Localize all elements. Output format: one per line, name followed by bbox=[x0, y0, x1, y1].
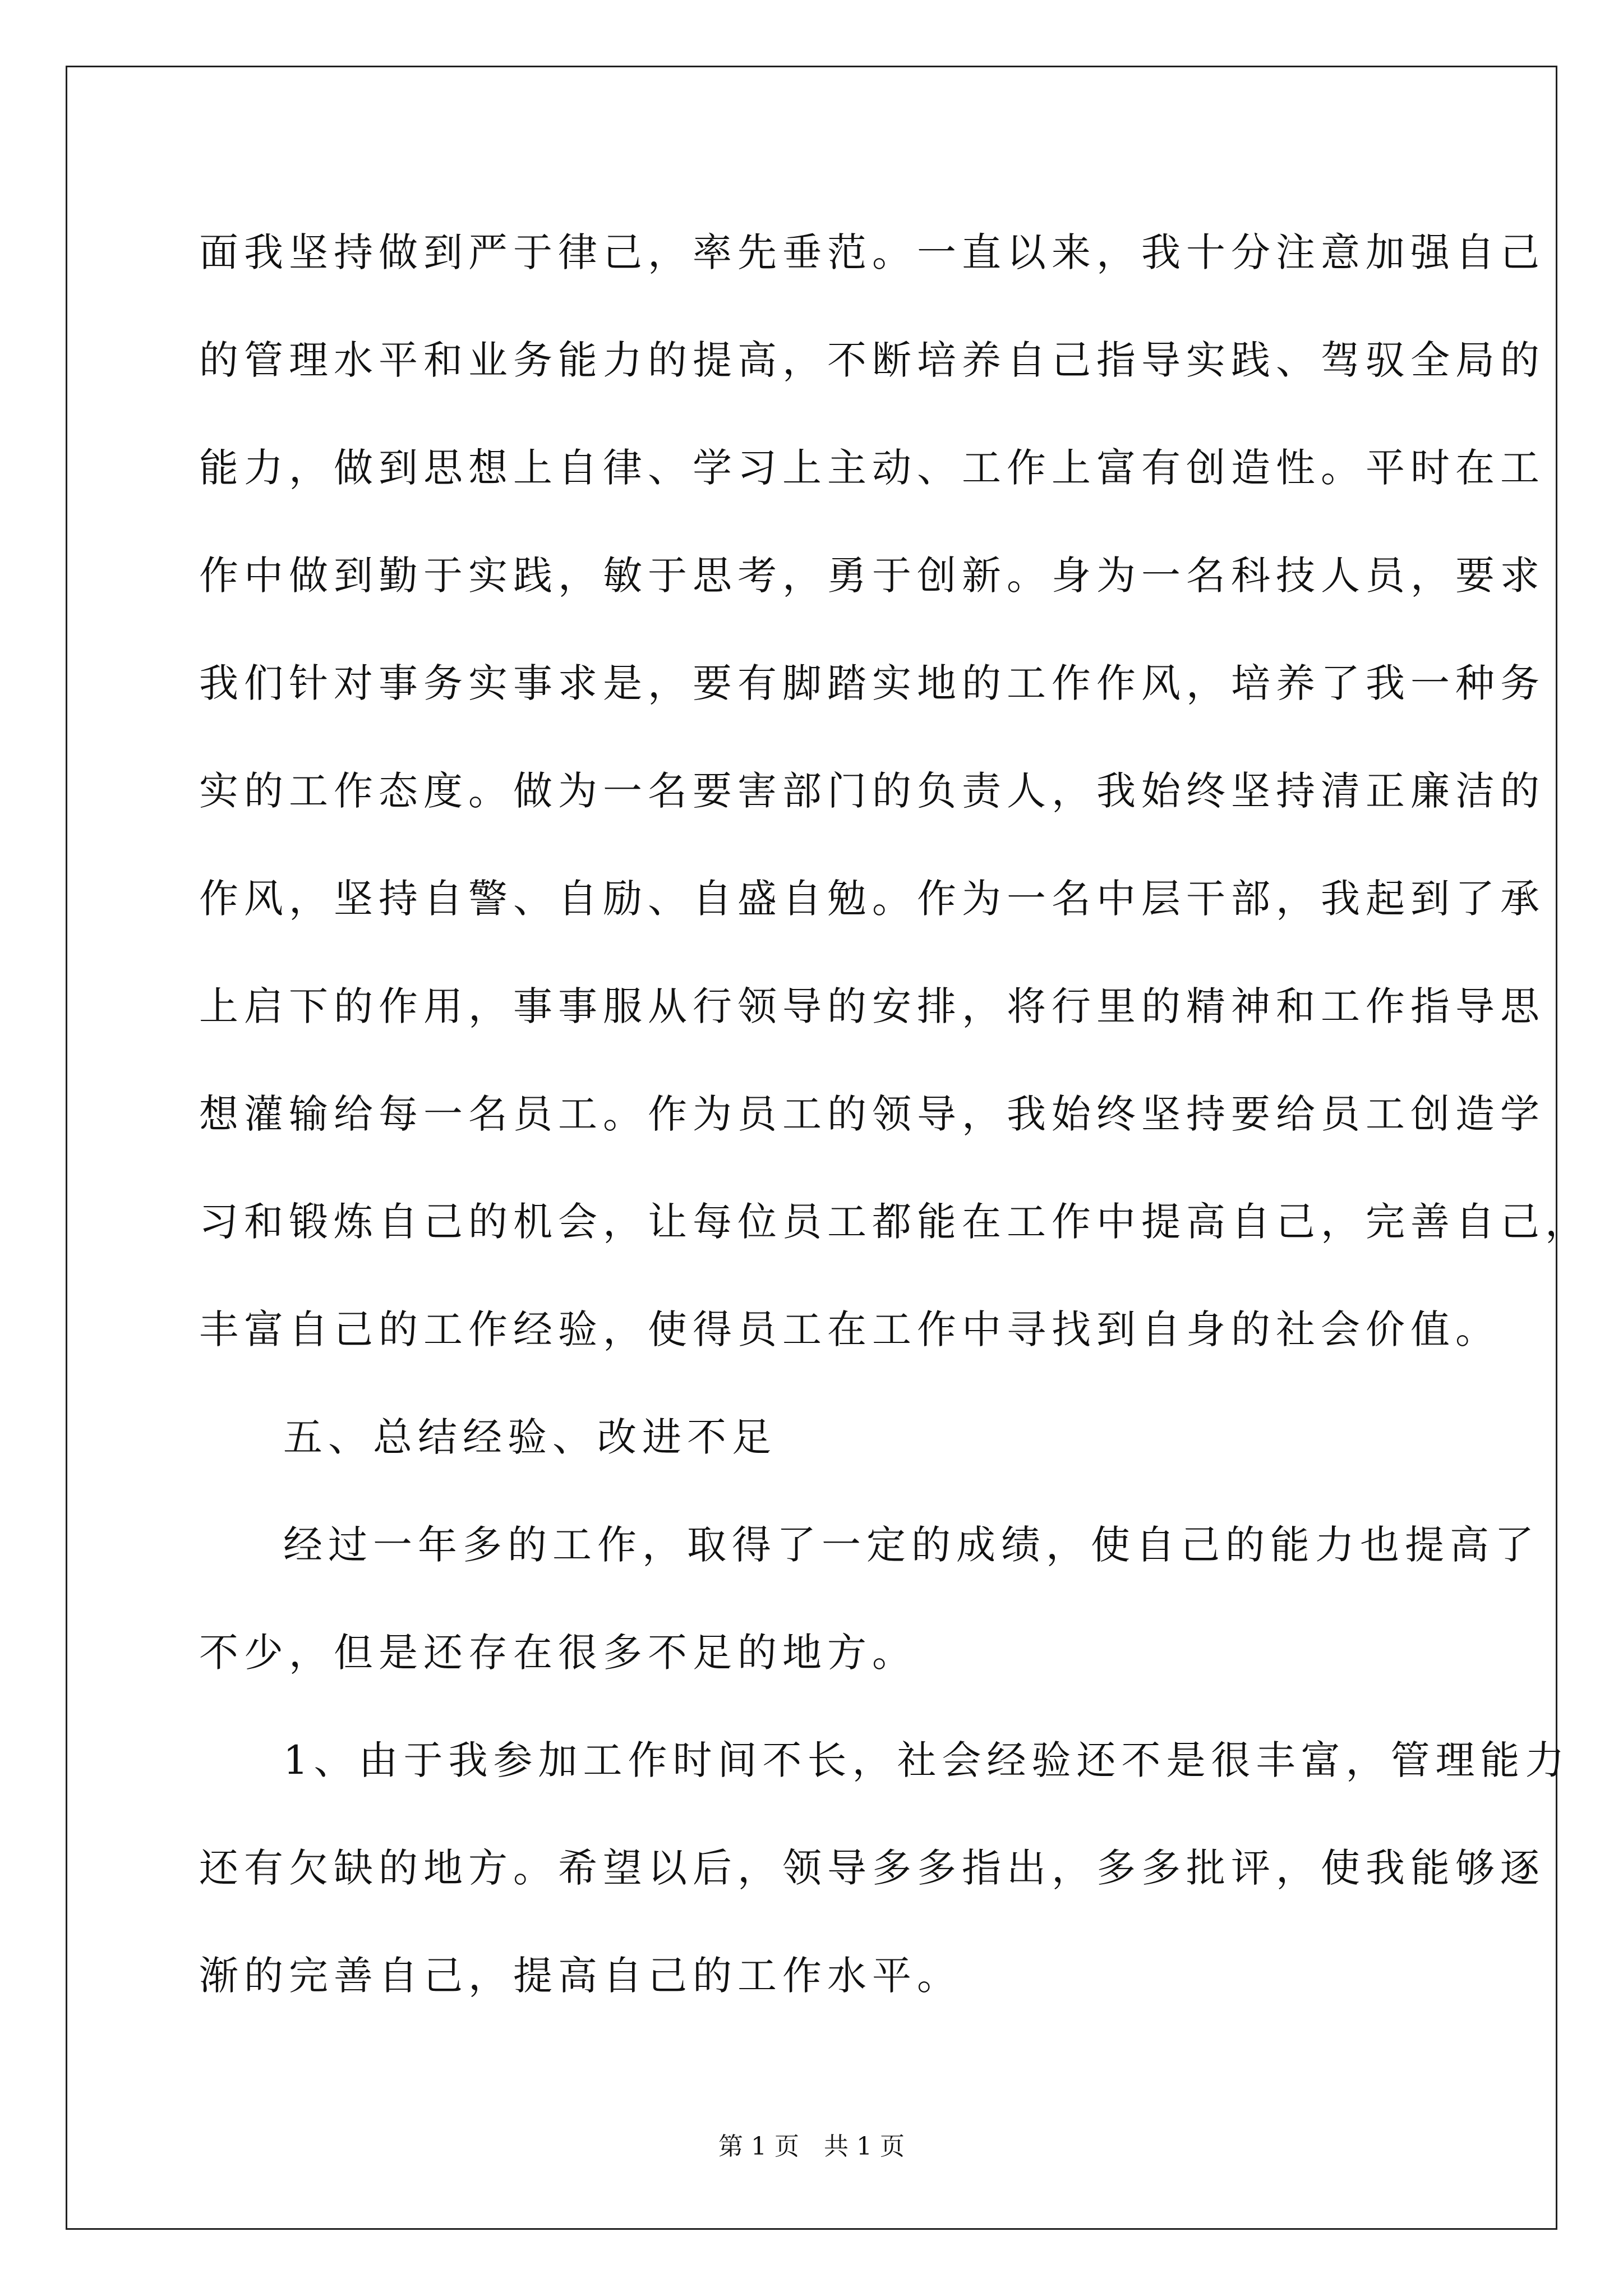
body-line-6: 实的工作态度。做为一名要害部门的负责人，我始终坚持清正廉洁的 bbox=[199, 768, 1545, 814]
body-line-2: 的管理水平和业务能力的提高，不断培养自己指导实践、驾驭全局的 bbox=[199, 337, 1545, 383]
body-line-9: 想灌输给每一名员工。作为员工的领导，我始终坚持要给员工创造学 bbox=[199, 1091, 1545, 1137]
body-line-17: 渐的完善自己，提高自己的工作水平。 bbox=[199, 1953, 962, 1999]
body-line-5: 我们针对事务实事求是，要有脚踏实地的工作作风，培养了我一种务 bbox=[199, 660, 1545, 706]
body-line-3: 能力，做到思想上自律、学习上主动、工作上富有创造性。平时在工 bbox=[199, 445, 1545, 491]
body-line-16: 还有欠缺的地方。希望以后，领导多多指出，多多批评，使我能够逐 bbox=[199, 1845, 1545, 1891]
body-line-10: 习和锻炼自己的机会，让每位员工都能在工作中提高自己，完善自己， bbox=[199, 1199, 1590, 1245]
section-heading: 五、总结经验、改进不足 bbox=[283, 1414, 777, 1460]
body-line-7: 作风，坚持自警、自励、自盛自勉。作为一名中层干部，我起到了承 bbox=[199, 876, 1545, 922]
body-line-14: 不少，但是还存在很多不足的地方。 bbox=[199, 1630, 917, 1676]
page-number-footer: 第 1 页 共 1 页 bbox=[718, 2132, 905, 2161]
body-line-11: 丰富自己的工作经验，使得员工在工作中寻找到自身的社会价值。 bbox=[199, 1306, 1500, 1352]
body-line-13: 经过一年多的工作，取得了一定的成绩，使自己的能力也提高了 bbox=[283, 1522, 1539, 1568]
body-line-1: 面我坚持做到严于律己，率先垂范。一直以来，我十分注意加强自己 bbox=[199, 229, 1545, 275]
body-line-4: 作中做到勤于实践，敏于思考，勇于创新。身为一名科技人员，要求 bbox=[199, 553, 1545, 599]
body-line-8: 上启下的作用，事事服从行领导的安排，将行里的精神和工作指导思 bbox=[199, 983, 1545, 1029]
body-line-15: 1、由于我参加工作时间不长，社会经验还不是很丰富，管理能力 bbox=[283, 1737, 1570, 1783]
document-body bbox=[199, 219, 1590, 2050]
